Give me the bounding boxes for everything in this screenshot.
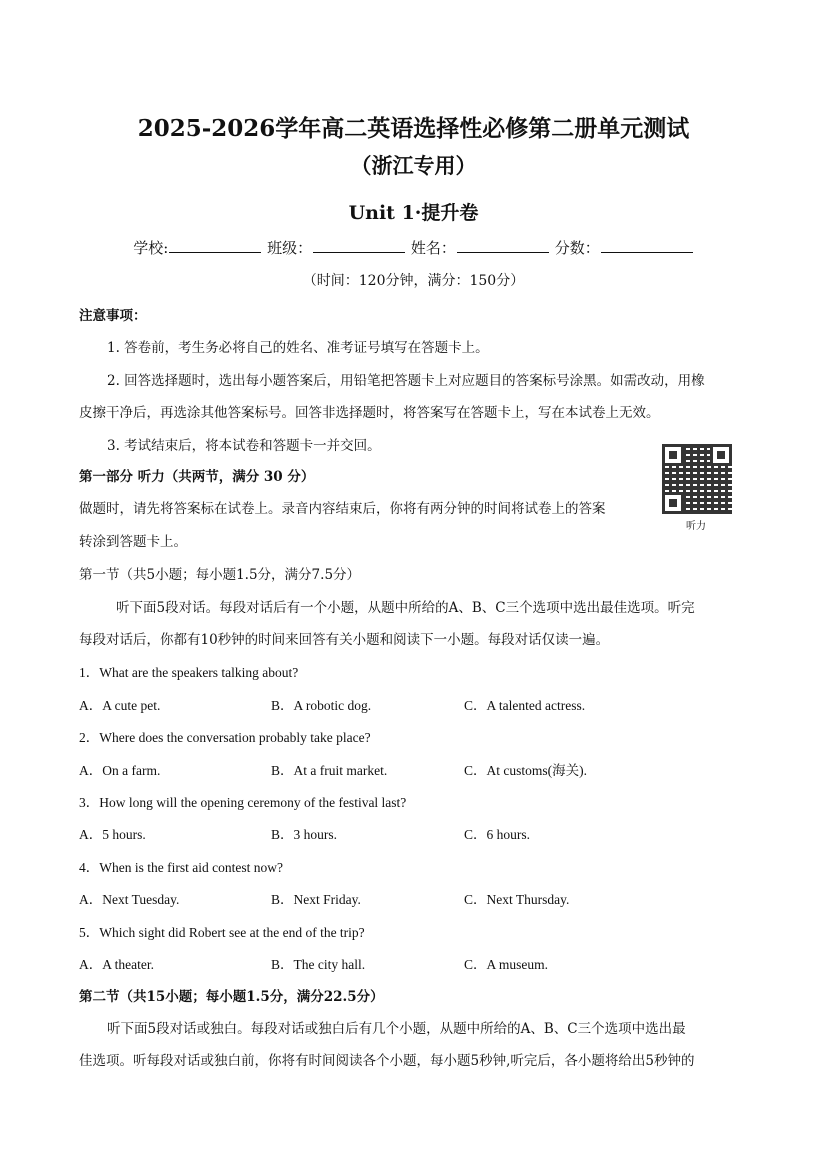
- question-3: 3．How long will the opening ceremony of the festival last?: [79, 795, 407, 810]
- class-blank[interactable]: [313, 239, 405, 253]
- part1-heading: 第一部分 听力（共两节，满分 30 分）: [79, 469, 315, 485]
- q5-option-b: B．The city hall.: [271, 957, 366, 972]
- section1-instr-1: 听下面5段对话。每段对话后有一个小题，从题中所给的A、B、C三个选项中选出最佳选项。听完: [116, 600, 695, 616]
- question-5: 5．Which sight did Robert see at the end of the trip?: [79, 925, 365, 940]
- school-blank[interactable]: [169, 239, 261, 253]
- score-blank[interactable]: [601, 239, 693, 253]
- question-2: 2．Where does the conversation probably take place?: [79, 730, 371, 745]
- name-label: 姓名：: [410, 239, 456, 257]
- section2-instr-2: 佳选项。听每段对话或独白前，你将有时间阅读各个小题，每小题5秒钟,听完后，各小题将给出5秒钟的: [79, 1053, 695, 1069]
- qr-finder-icon: [710, 444, 732, 466]
- q4-option-a: A．Next Tuesday.: [79, 892, 180, 907]
- note-item-2b: 皮擦干净后，再选涂其他答案标号。回答非选择题时，将答案写在答题卡上，写在本试卷上无效。: [79, 405, 660, 421]
- q1-option-a: A．A cute pet.: [79, 698, 161, 713]
- qr-code[interactable]: [662, 444, 732, 514]
- note-item-1: 1. 答卷前，考生务必将自己的姓名、准考证号填写在答题卡上。: [107, 340, 489, 356]
- q1-option-c: C．A talented actress.: [464, 698, 586, 713]
- section2-heading: 第二节（共15小题；每小题1.5分，满分22.5分）: [79, 989, 384, 1005]
- section2-instr-1: 听下面5段对话或独白。每段对话或独白后有几个小题，从题中所给的A、B、C三个选项中选出最: [107, 1021, 686, 1037]
- note-item-2a: 2. 回答选择题时，选出每小题答案后，用铅笔把答题卡上对应题目的答案标号涂黑。如需改动，用橡: [107, 373, 705, 389]
- section1-instr-2: 每段对话后，你都有10秒钟的时间来回答有关小题和阅读下一小题。每段对话仅读一遍。: [79, 632, 610, 648]
- exam-subtitle: （浙江专用）: [350, 153, 477, 178]
- unit-title: Unit 1·提升卷: [348, 202, 479, 224]
- q3-option-b: B．3 hours.: [271, 827, 338, 842]
- qr-label: 听力: [686, 521, 706, 532]
- qr-finder-icon: [662, 492, 684, 514]
- name-blank[interactable]: [457, 239, 549, 253]
- q2-option-a: A．On a farm.: [79, 763, 161, 778]
- qr-finder-icon: [662, 444, 684, 466]
- q5-option-a: A．A theater.: [79, 957, 154, 972]
- q2-option-c: C．At customs(海关).: [464, 763, 587, 778]
- q1-option-b: B．A robotic dog.: [271, 698, 372, 713]
- question-4: 4．When is the first aid contest now?: [79, 860, 283, 875]
- part1-intro-2: 转涂到答题卡上。: [79, 534, 187, 550]
- section1-heading: 第一节（共5小题；每小题1.5分，满分7.5分）: [79, 567, 361, 583]
- q4-option-b: B．Next Friday.: [271, 892, 361, 907]
- part1-intro-1: 做题时，请先将答案标在试卷上。录音内容结束后，你将有两分钟的时间将试卷上的答案: [79, 501, 606, 517]
- q5-option-c: C．A museum.: [464, 957, 549, 972]
- q3-option-c: C．6 hours.: [464, 827, 531, 842]
- class-label: 班级：: [267, 239, 313, 257]
- q2-option-b: B．At a fruit market.: [271, 763, 388, 778]
- score-label: 分数：: [554, 239, 600, 257]
- q4-option-c: C．Next Thursday.: [464, 892, 570, 907]
- note-item-3: 3. 考试结束后，将本试卷和答题卡一并交回。: [107, 438, 381, 454]
- q3-option-a: A．5 hours.: [79, 827, 146, 842]
- time-score-line: （时间：120分钟，满分：150分）: [302, 273, 525, 289]
- student-info-row: [0, 237, 827, 258]
- question-1: 1．What are the speakers talking about?: [79, 665, 299, 680]
- notes-heading: 注意事项：: [79, 308, 147, 324]
- exam-title: 2025-2026学年高二英语选择性必修第二册单元测试: [137, 115, 690, 142]
- school-label: 学校:: [133, 239, 169, 257]
